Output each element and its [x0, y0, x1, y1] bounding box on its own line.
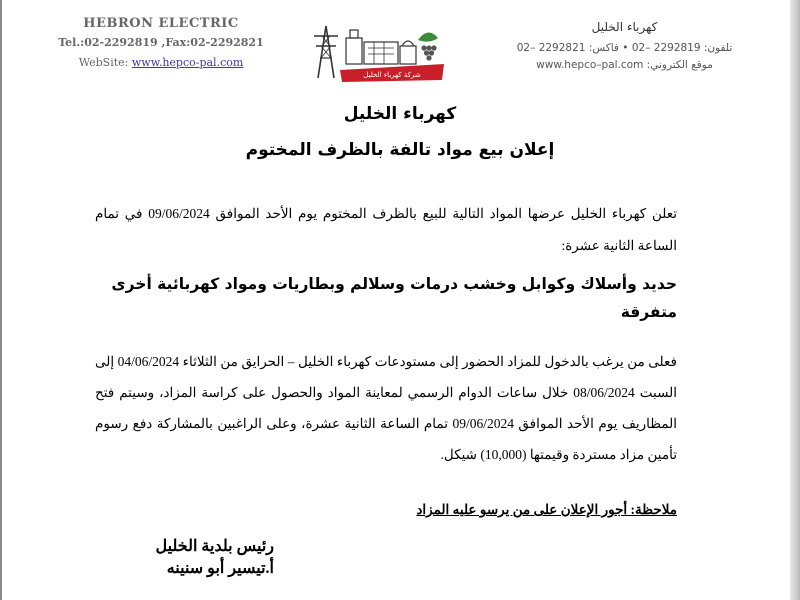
pylon-icon: [314, 26, 338, 78]
logo-caption: شركة كهرباء الخليل: [363, 71, 421, 79]
announcement-paragraph-1: تعلن كهرباء الخليل عرضها المواد التالية للبيع بالظرف المختوم يوم الأحد الموافق 09/06/2024 في تمام الساعة الثانية عشرة:: [95, 206, 677, 253]
document-title-announcement: إعلان بيع مواد تالفة بالظرف المختوم: [245, 140, 555, 160]
company-name-english: HEBRON ELECTRIC: [83, 16, 239, 31]
website-arabic: موقع الكتروني: www.hepco–pal.com: [536, 59, 713, 71]
signature-title: رئيس بلدية الخليل: [155, 538, 274, 555]
signature-block: [104, 536, 274, 580]
items-for-sale: حديد وأسلاك وكوابل وخشب درمات وسلالم وبطاريات ومواد كهربائية أخرى متفرقة: [111, 275, 677, 321]
grapevine-icon: [418, 32, 438, 60]
fee-note: ملاحظة: أجور الإعلان على من يرسو عليه المزاد: [416, 502, 677, 517]
contact-phone-english: Tel.:02-2292819 ,Fax:02-2292821: [58, 36, 264, 49]
letterhead-arabic: [482, 20, 767, 71]
website-english: [56, 56, 266, 69]
website-label: WebSite:: [78, 56, 129, 69]
signature-name: أ.تيسير أبو سنينه: [166, 560, 274, 577]
company-name-arabic: كهرباء الخليل: [591, 20, 658, 34]
announcement-paragraph-2: فعلى من يرغب بالدخول للمزاد الحضور إلى مستودعات كهرباء الخليل – الحرايق من الثلاثاء 04/06/2024 إلى السبت 08/06/2024 خلال ساعات الدوام الرسمي لمعاينة المواد والحصول على كراسة المزاد، وسيتم فتح المظاريف يوم الأحد الموافق 09/06/2024 تمام الساعة الثانية عشرة، وعلى الراغبين بالمشاركة دفع رسوم تأمين مزاد مستردة وقيمتها (10,000) شيكل.: [95, 354, 678, 462]
page-border-left: [0, 0, 2, 600]
company-logo: [306, 18, 446, 84]
city-skyline-icon: [346, 30, 416, 64]
letterhead-english: [56, 16, 266, 69]
window-edge-right: [790, 0, 800, 600]
letterhead: [0, 8, 790, 78]
contact-phone-arabic: تلفون: 2292819 –02 • فاكس: 2292821 –02: [516, 42, 733, 54]
website-link[interactable]: www.hepco-pal.com: [131, 56, 244, 69]
document-title-company: كهرباء الخليل: [343, 104, 457, 124]
